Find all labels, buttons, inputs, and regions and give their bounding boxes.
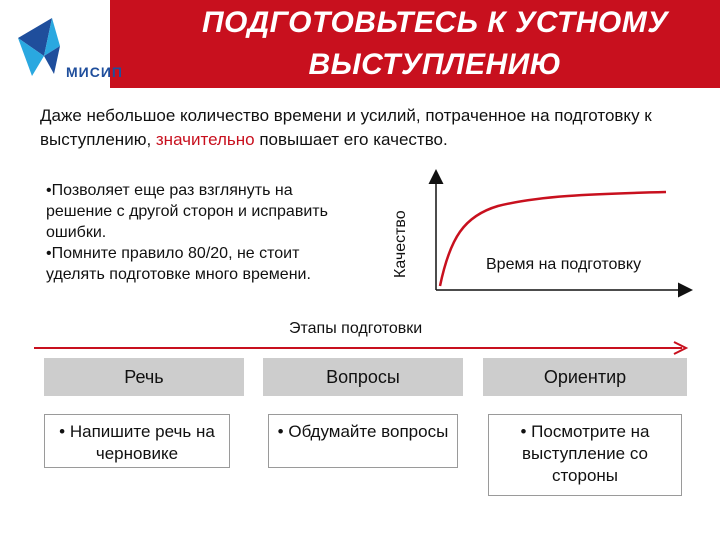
bullet-item: •Позволяет еще раз взглянуть на решение с другой сторон и исправить ошибки. xyxy=(46,182,328,241)
bullet-item: •Помните правило 80/20, не стоит уделять подготовке много времени. xyxy=(46,245,311,283)
stage-title-speech: Речь xyxy=(44,358,244,396)
logo-text: МИСИП xyxy=(66,64,123,80)
bullet-list xyxy=(46,180,356,285)
intro-text-after: повышает его качество. xyxy=(254,130,448,149)
graph-x-label: Время на подготовку xyxy=(486,256,642,273)
intro-text xyxy=(40,104,680,152)
header xyxy=(0,0,720,88)
stage-title-questions: Вопросы xyxy=(263,358,463,396)
intro-text-before: Даже небольшое количество времени и усилий, потраченное на подготовку к выступлению, xyxy=(40,106,652,149)
intro-text-highlight: значительно xyxy=(155,130,255,149)
page-title: ПОДГОТОВЬТЕСЬ К УСТНОМУ ВЫСТУПЛЕНИЮ xyxy=(201,6,669,81)
quality-time-graph xyxy=(398,168,698,298)
stage-body-orientation: • Посмотрите на выступление со стороны xyxy=(488,414,682,496)
graph-y-label: Качество xyxy=(392,210,409,278)
stages-arrow xyxy=(34,338,694,358)
logo xyxy=(14,16,124,78)
stage-body-questions: • Обдумайте вопросы xyxy=(268,414,458,468)
stages-label: Этапы подготовки xyxy=(289,320,423,337)
stage-body-speech: • Напишите речь на черновике xyxy=(44,414,230,468)
stage-title-orientation: Ориентир xyxy=(483,358,687,396)
